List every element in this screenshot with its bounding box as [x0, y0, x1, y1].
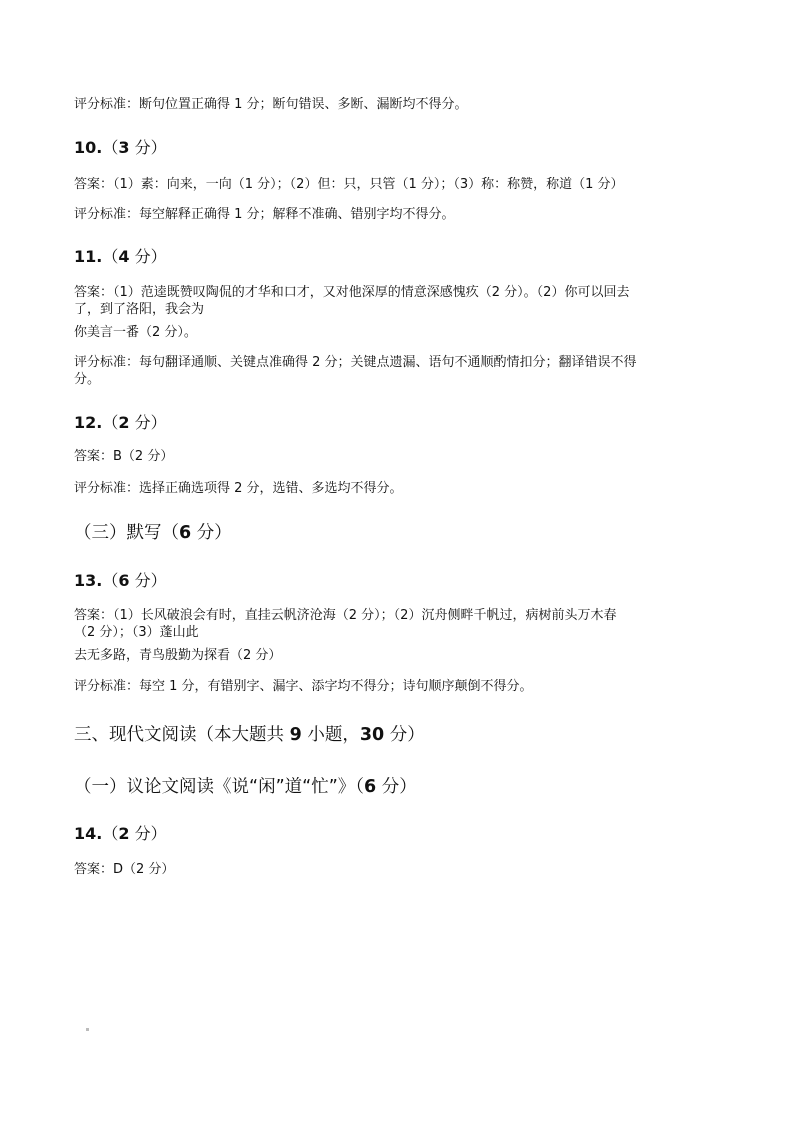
points-value: 6	[118, 571, 130, 590]
part-points: 30	[359, 725, 385, 745]
answer-q11-line2: 了，到了洛阳，我会为	[74, 302, 205, 317]
points-open: （	[102, 571, 119, 590]
question-heading-13	[74, 571, 724, 591]
points-open: （	[102, 247, 119, 266]
points-value: 4	[118, 247, 130, 266]
question-number: 10.	[74, 138, 103, 157]
section-heading-dictation	[74, 522, 724, 544]
scoring-q10: 评分标准：每空解释正确得 1 分；解释不准确、错别字均不得分。	[74, 207, 455, 222]
scoring-line-q9: 评分标准：断句位置正确得 1 分；断句错误、多断、漏断均不得分。	[74, 97, 468, 112]
scoring-q11-line2: 分。	[74, 372, 101, 387]
question-number: 12.	[74, 413, 103, 432]
points-close: 分）	[129, 571, 167, 590]
question-number: 13.	[74, 571, 103, 590]
points-value: 3	[118, 138, 130, 157]
answer-q11-line1: 答案：（1）范逵既赞叹陶侃的才华和口才，又对他深厚的情意深感愧疚（2 分）。（2）你可以回去	[74, 285, 630, 300]
points-close: 分）	[129, 138, 167, 157]
question-heading-11	[74, 247, 724, 267]
scoring-q11-line1: 评分标准：每句翻译通顺、关键点准确得 2 分；关键点遗漏、语句不通顺酌情扣分；翻译错误不得	[74, 355, 637, 370]
section-heading-argument-reading	[74, 776, 724, 798]
points-value: 2	[118, 413, 130, 432]
answer-q12: 答案：B（2 分）	[74, 449, 174, 464]
points-open: （	[102, 413, 119, 432]
section-points-unit: 分）	[376, 777, 417, 797]
question-heading-14	[74, 824, 724, 844]
points-open: （	[102, 824, 119, 843]
points-close: 分）	[129, 247, 167, 266]
section-title: （一）议论文阅读《说“闲”道“忙”》（	[74, 777, 365, 797]
section-points-unit: 分）	[191, 523, 232, 543]
part-points-unit: 分）	[384, 725, 425, 745]
section-points: 6	[364, 777, 377, 797]
scan-speck	[86, 1028, 89, 1031]
scoring-q13: 评分标准：每空 1 分，有错别字、漏字、添字均不得分；诗句顺序颠倒不得分。	[74, 679, 533, 694]
points-close: 分）	[129, 824, 167, 843]
answer-q13-line3: 去无多路，青鸟殷勤为探看（2 分）	[74, 648, 282, 663]
answer-q11-line3: 你美言一番（2 分）。	[74, 325, 197, 340]
points-close: 分）	[129, 413, 167, 432]
points-open: （	[102, 138, 119, 157]
section-points: 6	[179, 523, 192, 543]
question-heading-10	[74, 138, 724, 158]
part-title-mid: 小题，	[301, 725, 360, 745]
points-value: 2	[118, 824, 130, 843]
scoring-q12: 评分标准：选择正确选项得 2 分，选错、多选均不得分。	[74, 481, 403, 496]
part-heading-modern-reading	[74, 724, 724, 746]
question-number: 11.	[74, 247, 103, 266]
answer-q13-line1: 答案：（1）长风破浪会有时，直挂云帆济沧海（2 分）；（2）沉舟侧畔千帆过，病树前头万木春	[74, 608, 617, 623]
answer-q14: 答案：D（2 分）	[74, 862, 175, 877]
answer-q13-line2: （2 分）；（3）蓬山此	[74, 625, 199, 640]
question-heading-12	[74, 413, 724, 433]
section-title: （三）默写（	[74, 523, 179, 543]
answer-q10: 答案：（1）素：向来，一向（1 分）；（2）但：只，只管（1 分）；（3）称：称赞，称道（1 分）	[74, 177, 624, 192]
part-question-count: 9	[289, 725, 302, 745]
part-title: 三、现代文阅读（本大题共	[74, 725, 290, 745]
question-number: 14.	[74, 824, 103, 843]
